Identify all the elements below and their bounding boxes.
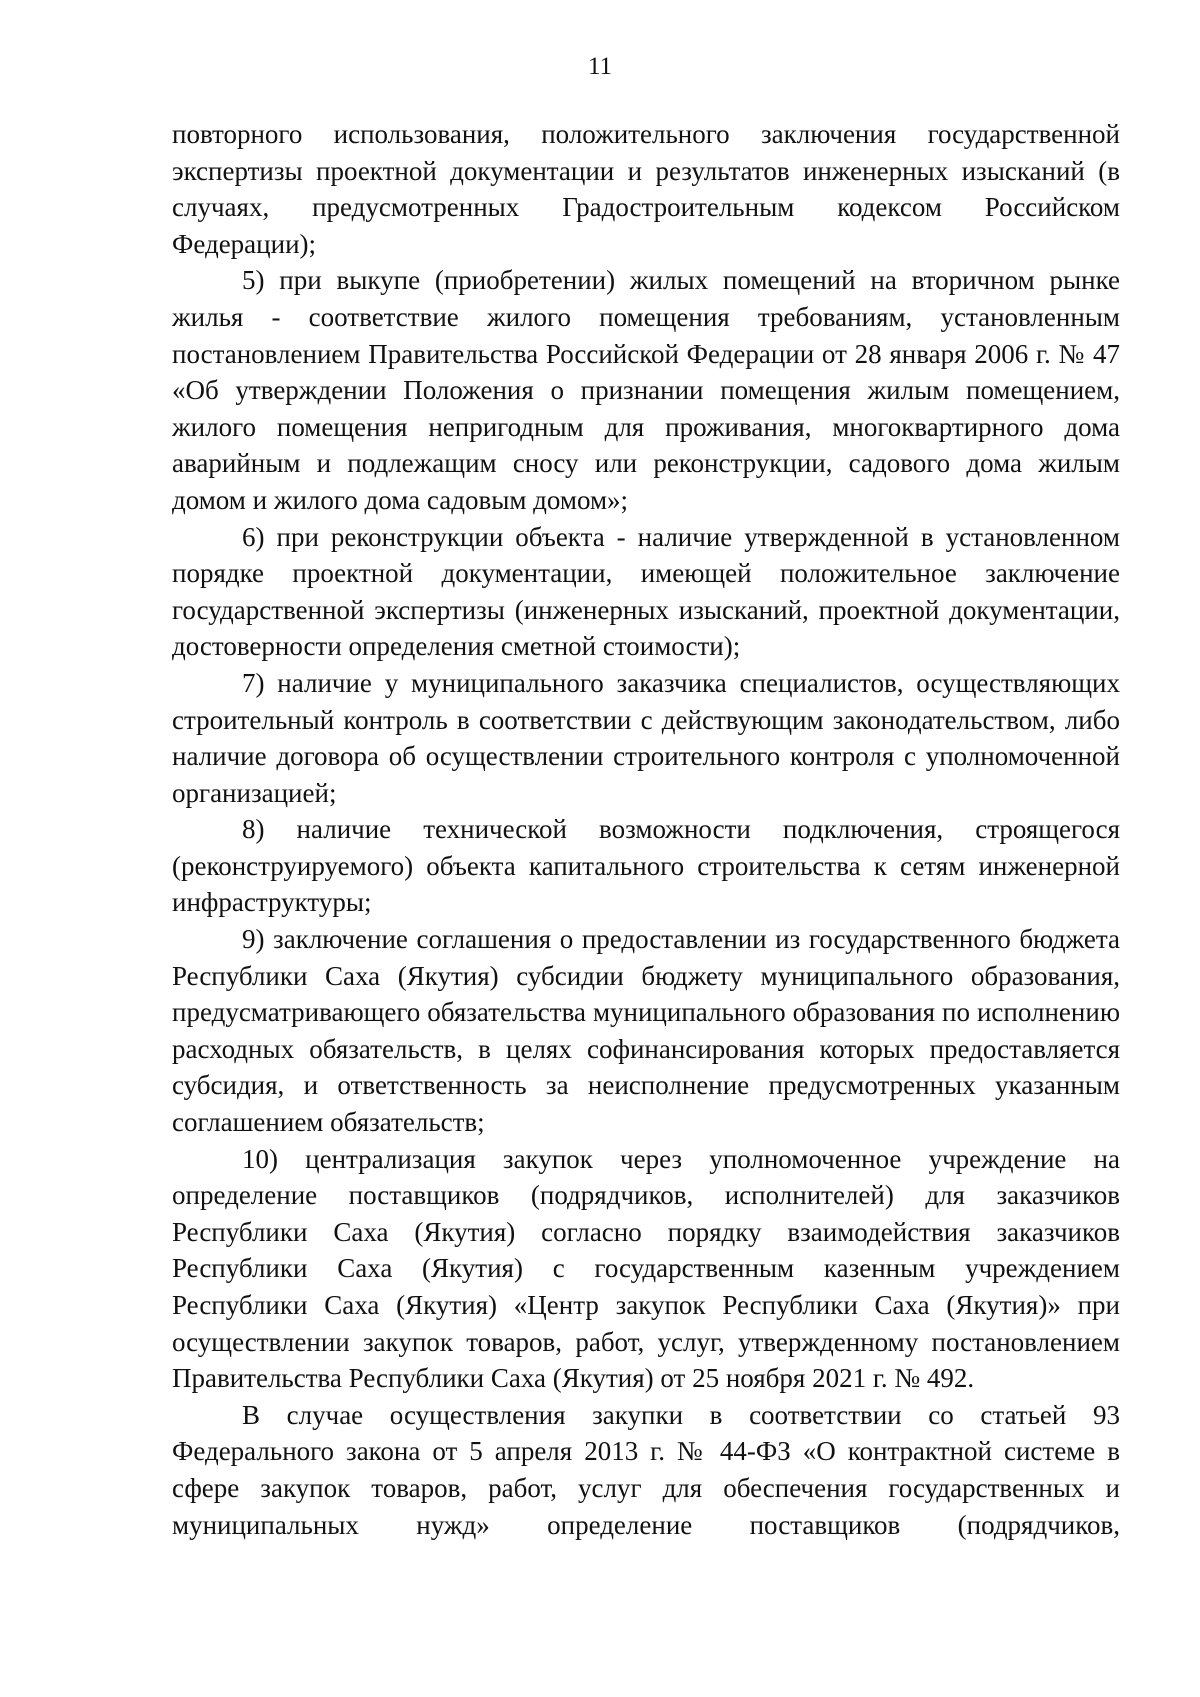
paragraph-item-9: 9) заключение соглашения о предоставлении из государственного бюджета Республики Саха (Якутия) субсидии бюджету муниципального образования, предусматривающего обязательства муниципального образования по исполнению расходных обязательств, в целях софинансирования которых предоставляется субсидия, и ответственность за неисполнение предусмотренных указанным соглашением обязательств; [172,924,1120,1138]
paragraph-continuation: повторного использования, положительного заключения государственной экспертизы проектной документации и результатов инженерных изысканий (в случаях, предусмотренных Градостроительным кодексом Российском Федерации); [172,119,1120,259]
page-number: 11 [587,53,613,80]
paragraph-item-6: 6) при реконструкции объекта - наличие утвержденной в установленном порядке проектной документации, имеющей положительное заключение государственной экспертизы (инженерных изысканий, проектной документации, достоверности определения сметной стоимости); [172,521,1120,662]
paragraph-item-8: 8) наличие технической возможности подключения, строящегося (реконструируемого) объекта капитального строительства к сетям инженерной инфраструктуры; [172,814,1120,918]
paragraph-procurement: В случае осуществления закупки в соответствии со статьей 93 Федерального закона от 5 апреля 2013 г. № 44-ФЗ «О контрактной системе в сфере закупок товаров, работ, услуг для обеспечения государственных и муниципальных нужд» определение поставщиков (подрядчиков, [172,1399,1120,1540]
document-body [172,116,1120,1543]
paragraph-item-10: 10) централизация закупок через уполномоченное учреждение на определение поставщиков (подрядчиков, исполнителей) для заказчиков Республики Саха (Якутия) согласно порядку взаимодействия заказчиков Республики Саха (Якутия) с государственным казенным учреждением Республики Саха (Якутия) «Центр закупок Республики Саха (Якутия)» при осуществлении закупок товаров, работ, услуг, утвержденному постановлением Правительства Республики Саха (Якутия) от 25 ноября 2021 г. № 492. [172,1143,1120,1394]
paragraph-item-5: 5) при выкупе (приобретении) жилых помещений на вторичном рынке жилья - соответствие жилого помещения требованиям, установленным постановлением Правительства Российской Федерации от 28 января 2006 г. № 47 «Об утверждении Положения о признании помещения жилым помещением, жилого помещения непригодным для проживания, многоквартирного дома аварийным и подлежащим сносу или реконструкции, садового дома жилым домом и жилого дома садовым домом»; [172,265,1120,515]
paragraph-item-7: 7) наличие у муниципального заказчика специалистов, осуществляющих строительный контроль в соответствии с действующим законодательством, либо наличие договора об осуществлении строительного контроля с уполномоченной организацией; [172,667,1120,808]
